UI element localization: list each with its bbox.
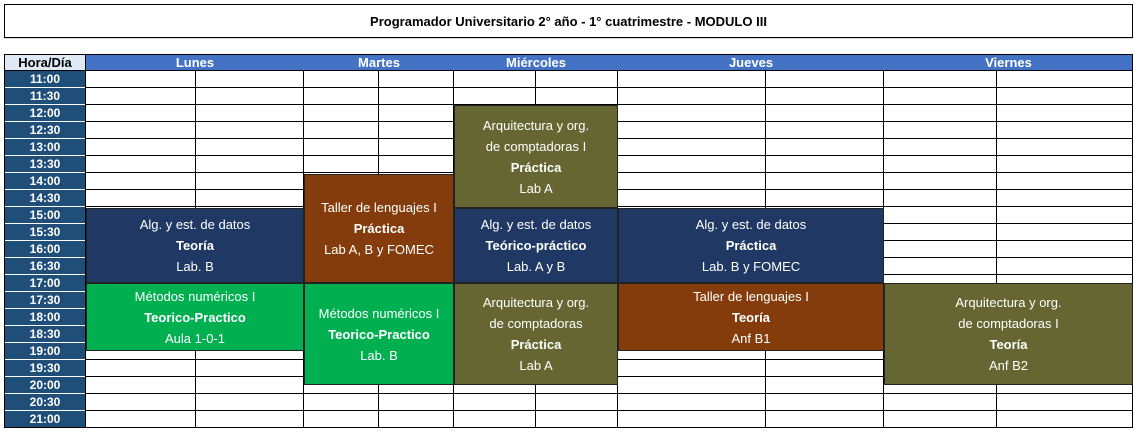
block-taller-teoria-jueves: [618, 283, 884, 351]
block-room: Lab. B: [360, 347, 398, 363]
block-room: Lab. A y B: [506, 259, 566, 274]
time-slot: 14:00: [4, 173, 86, 190]
time-slot: 15:30: [4, 224, 86, 241]
time-slot: 19:00: [4, 343, 86, 360]
time-slot: 16:30: [4, 258, 86, 275]
block-subject: Métodos numéricos I: [134, 288, 256, 304]
corner-header: Hora/Día: [4, 54, 86, 71]
grid-row-line: [86, 87, 1133, 88]
block-subject-line2: de comptadoras I: [958, 316, 1059, 331]
day-header-martes: Martes: [304, 54, 454, 71]
grid-row-line: [86, 70, 1133, 71]
grid-row-line: [86, 427, 1133, 428]
grid-row-line: [86, 410, 1133, 411]
block-subject: Arquitectura y org.: [482, 295, 590, 310]
block-subject: Alg. y est. de datos: [480, 217, 592, 232]
block-subject: Arquitectura y org.: [482, 117, 590, 133]
block-type: Práctica: [510, 337, 562, 352]
day-header-viernes: Viernes: [884, 54, 1133, 71]
block-subject: Taller de lenguajes I: [693, 288, 809, 304]
block-subject: Alg. y est. de datos: [695, 217, 807, 232]
time-slot: 20:00: [4, 377, 86, 394]
block-room: Anf B1: [731, 330, 771, 346]
time-slot: 13:30: [4, 156, 86, 173]
block-arquitectura-practica-miercoles: [454, 105, 618, 208]
block-subject: Alg. y est. de datos: [139, 217, 251, 232]
time-slot: 13:00: [4, 139, 86, 156]
block-room: Lab A: [519, 180, 553, 196]
block-type: Teorico-Practico: [328, 326, 430, 342]
day-header-miercoles: Miércoles: [454, 54, 618, 71]
block-type: Teoría: [731, 309, 771, 325]
time-slot: 20:30: [4, 394, 86, 411]
block-subject: Métodos numéricos I: [318, 305, 440, 321]
block-algoritmos-teorico-practico-miercoles: [454, 208, 618, 283]
block-type: Teoría: [175, 238, 215, 253]
block-room: Lab A, B y FOMEC: [324, 242, 434, 257]
time-slot: 18:00: [4, 309, 86, 326]
block-arquitectura-practica-miercoles-tarde: [454, 283, 618, 385]
time-slot: 21:00: [4, 411, 86, 428]
block-subject-line2: de comptadoras I: [485, 138, 587, 154]
time-slot: 14:30: [4, 190, 86, 207]
block-room: Lab A: [519, 358, 553, 373]
time-slot: 17:00: [4, 275, 86, 292]
block-type: Práctica: [725, 238, 777, 253]
block-algoritmos-practica-jueves: [618, 208, 884, 283]
block-room: Lab. B: [176, 259, 214, 274]
sheet-gap-line: [4, 54, 1133, 55]
block-subject: Arquitectura y org.: [955, 295, 1062, 310]
day-header-jueves: Jueves: [618, 54, 884, 71]
block-metodos-lunes: [86, 283, 304, 351]
day-header-lunes: Lunes: [86, 54, 304, 71]
block-taller-practica-martes: [304, 174, 454, 283]
sheet-gap-line: [4, 38, 1133, 39]
block-room: Aula 1-0-1: [165, 330, 225, 346]
time-slot: 19:30: [4, 360, 86, 377]
block-room: Anf B2: [988, 358, 1029, 373]
time-slot: 18:30: [4, 326, 86, 343]
block-type: Teoría: [989, 337, 1028, 352]
block-room: Lab. B y FOMEC: [701, 259, 801, 274]
block-type: Teórico-práctico: [485, 238, 587, 253]
block-arquitectura-teoria-viernes: [884, 283, 1133, 385]
time-slot: 11:30: [4, 88, 86, 105]
time-slot: 12:00: [4, 105, 86, 122]
time-slot: 15:00: [4, 207, 86, 224]
block-metodos-martes: [304, 283, 454, 385]
time-slot: 16:00: [4, 241, 86, 258]
block-subject-line2: de comptadoras: [489, 316, 583, 331]
block-type: Teorico-Practico: [144, 309, 246, 325]
block-type: Práctica: [510, 159, 562, 175]
grid-row-line: [86, 393, 1133, 394]
block-subject: Taller de lenguajes I: [321, 200, 437, 215]
time-slot: 12:30: [4, 122, 86, 139]
time-slot: 17:30: [4, 292, 86, 309]
schedule-title: Programador Universitario 2° año - 1° cuatrimestre - MODULO III: [4, 4, 1133, 38]
block-algoritmos-teoria-lunes: [86, 208, 304, 283]
block-type: Práctica: [353, 221, 405, 236]
time-slot: 11:00: [4, 71, 86, 88]
